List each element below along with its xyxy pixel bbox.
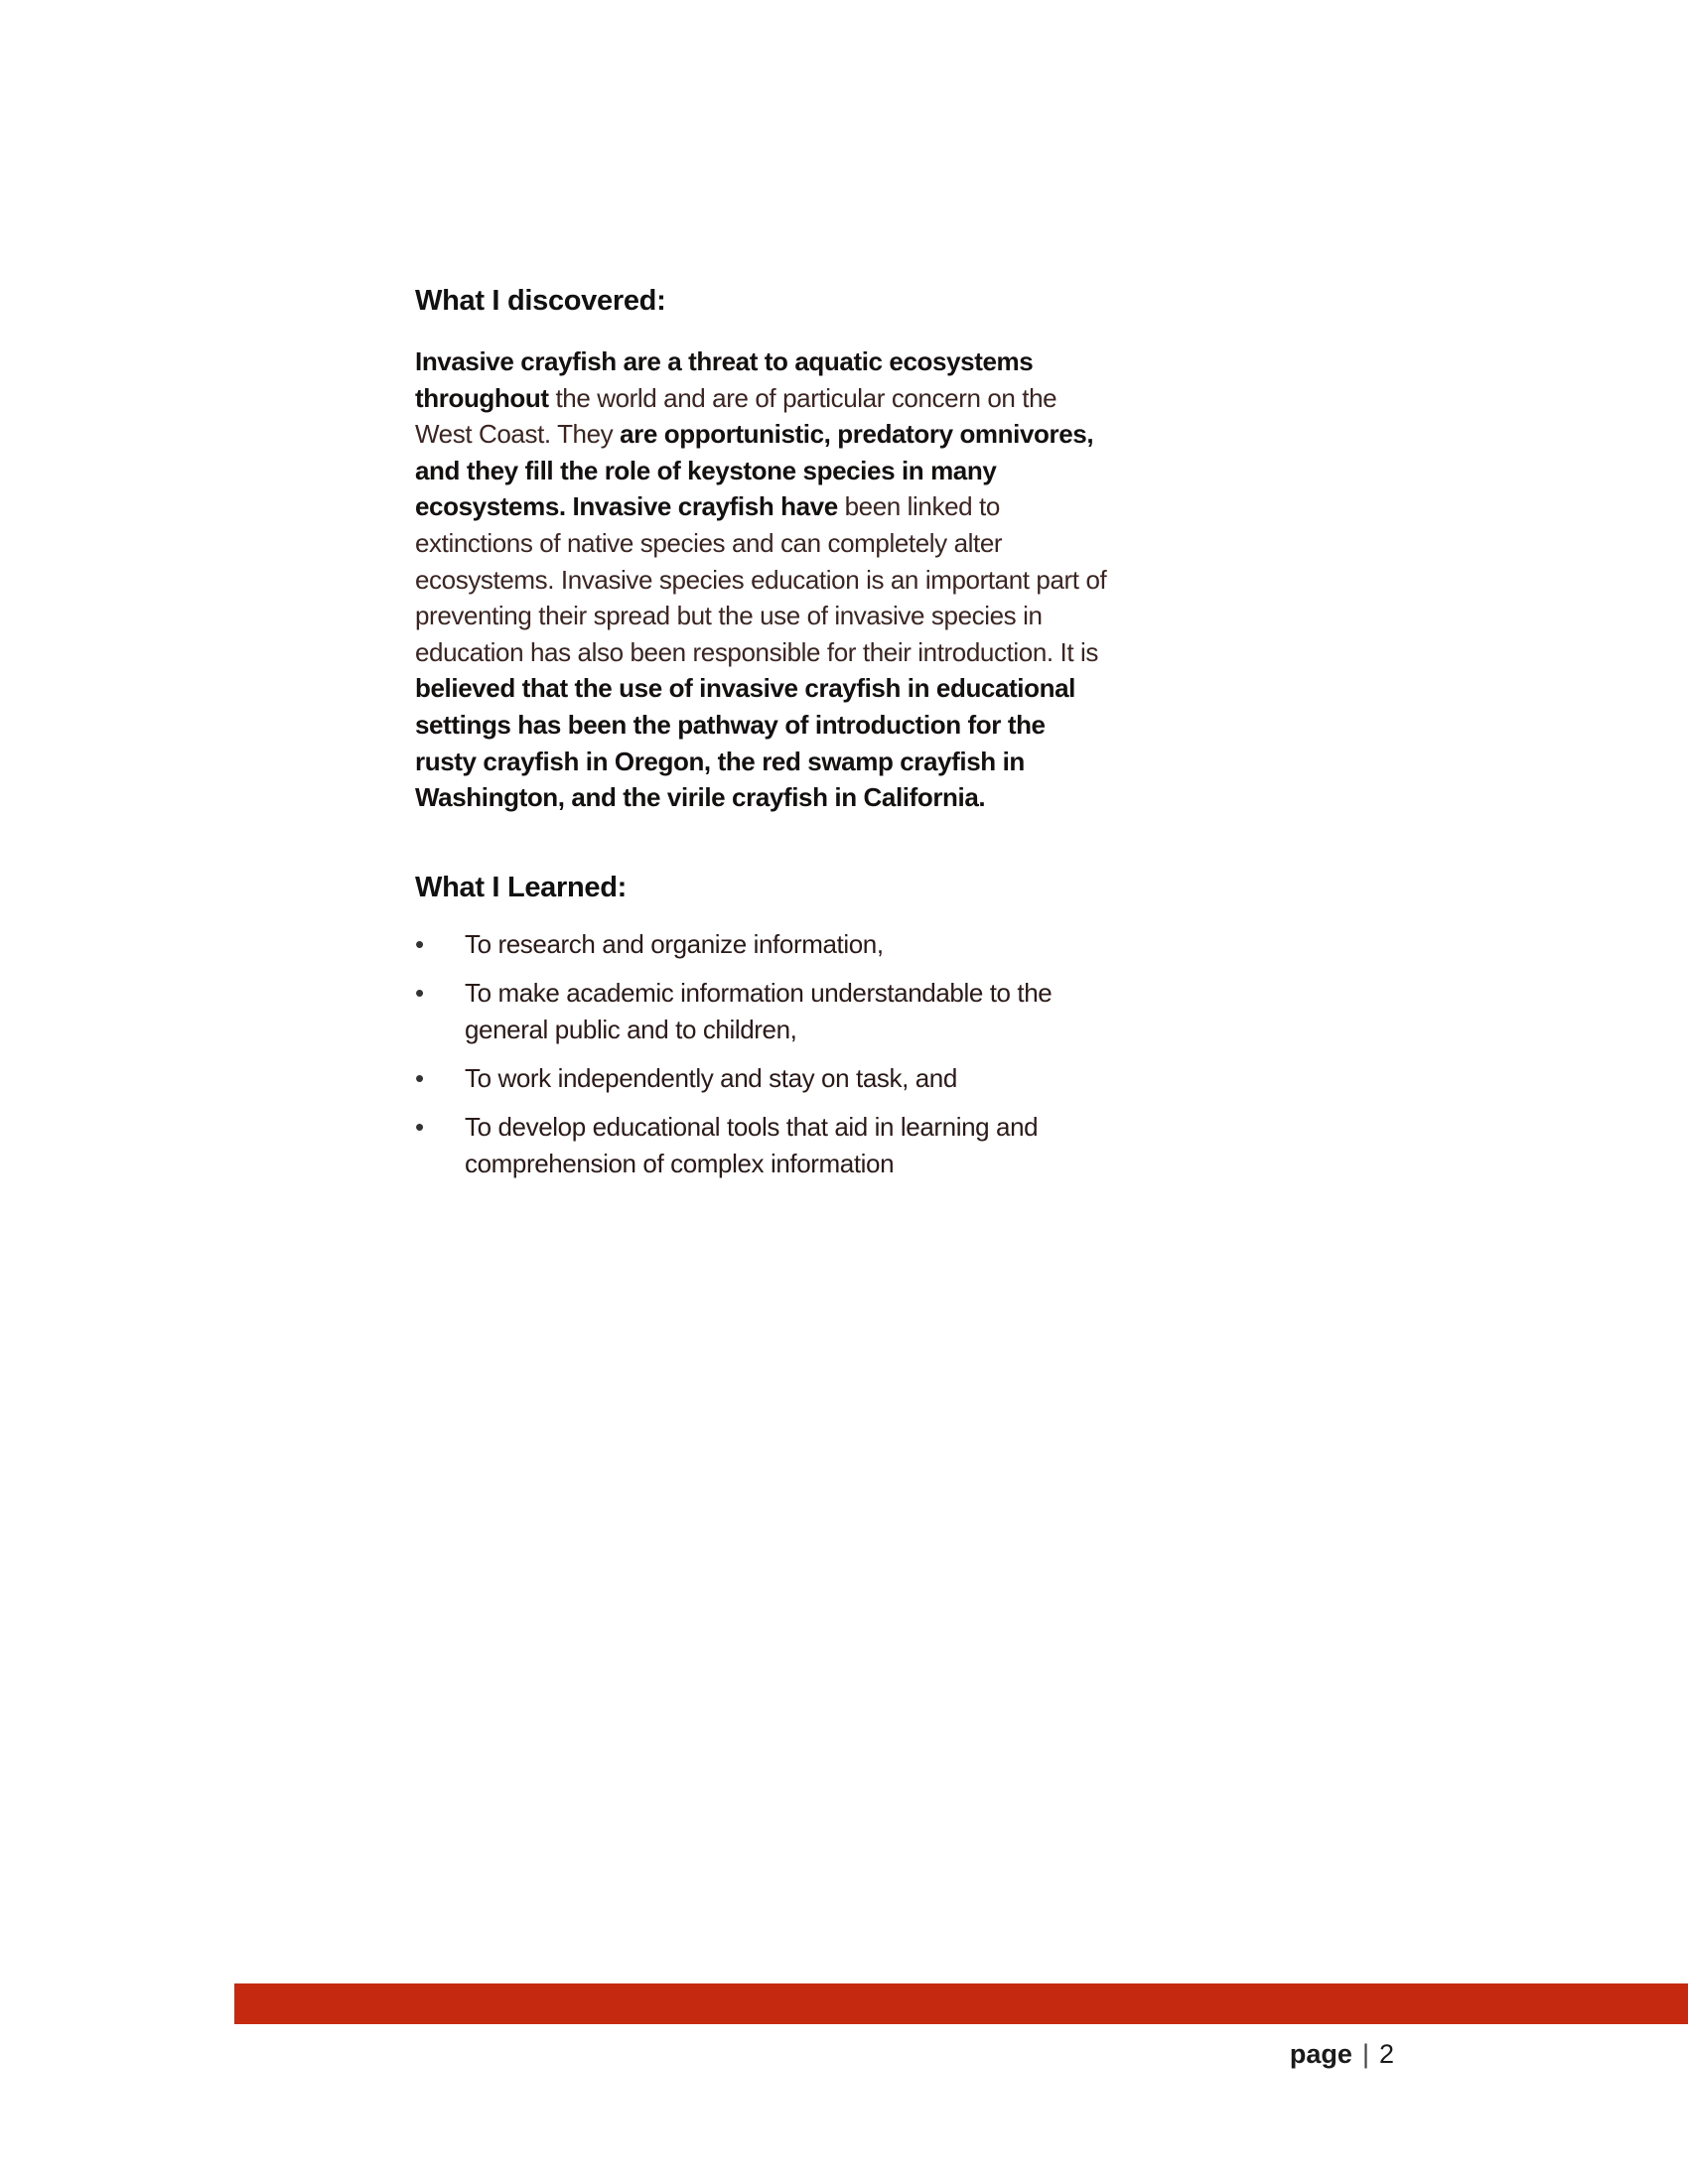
list-item-text: To research and organize information, — [465, 928, 884, 959]
main-content — [415, 285, 1110, 1194]
footer-accent-bar — [234, 1983, 1688, 2024]
page-number: 2 — [1378, 2039, 1394, 2069]
bullet-icon: • — [415, 1062, 424, 1093]
page-label: page — [1289, 2039, 1352, 2069]
learned-list — [415, 926, 1110, 1182]
bullet-icon: • — [415, 1111, 424, 1142]
discovered-text-segment: are opportunistic, predatory omnivores, and they fill the role of keystone species in many ecosystems. Invasive crayfish have — [415, 419, 1094, 522]
discovered-heading: What I discovered: — [415, 285, 666, 317]
list-item-text: To work independently and stay on task, and — [465, 1062, 957, 1093]
page-separator: | — [1361, 2039, 1369, 2069]
list-item — [415, 975, 1060, 1048]
discovered-text-segment: been linked to extinctions of native species and can completely alter ecosystems. Invasive species education is an important part of preventing their spread but the use of invasive species in education has also been responsible for their introduction. It is — [415, 491, 1107, 667]
discovered-text-segment: Invasive crayfish are a threat to aquatic ecosystems throughout — [415, 346, 1034, 413]
page-footer — [1290, 2039, 1394, 2070]
discovered-text-segment: believed that the use of invasive crayfish in educational settings has been the pathway of introduction for the rusty crayfish in Oregon, the red swamp crayfish in Washington, and the virile crayfish in California. — [415, 673, 1075, 813]
list-item — [415, 1060, 1060, 1097]
learned-heading: What I Learned: — [415, 871, 628, 903]
discovered-text-segment: the world and are of particular concern on the West Coast. They — [415, 382, 1057, 450]
list-item-text: To develop educational tools that aid in learning and comprehension of complex information — [465, 1111, 1039, 1178]
discovered-paragraph — [415, 343, 1110, 816]
list-item — [415, 1109, 1060, 1182]
list-item — [415, 926, 1060, 963]
list-item-text: To make academic information understandable to the general public and to children, — [465, 977, 1053, 1044]
bullet-icon: • — [415, 928, 424, 959]
bullet-icon: • — [415, 977, 424, 1008]
